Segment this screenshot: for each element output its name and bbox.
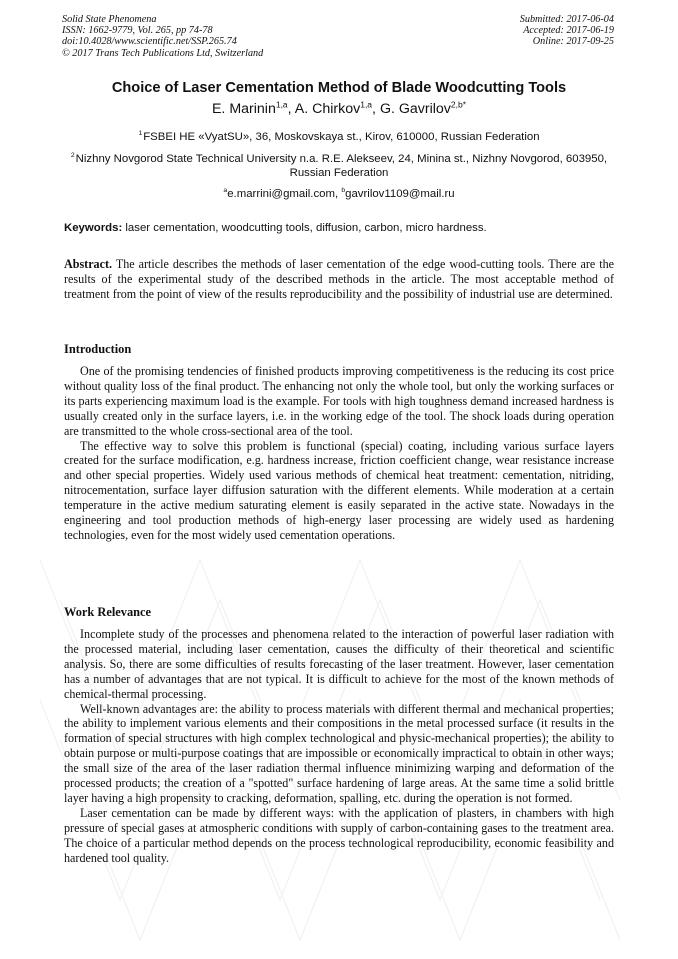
paragraph: Laser cementation can be made by different ways: with the application of plasters, in chambers with high pressure of special gases at atmospheric conditions with supply of carbon-containing gases to the treatment area. The choice of a particular method depends on the process technological reproducibility, economic feasibility and hardened tool quality. — [64, 805, 614, 865]
journal-copyright: © 2017 Trans Tech Publications Ltd, Switzerland — [62, 47, 264, 59]
section-introduction — [64, 364, 614, 543]
section-heading-introduction: Introduction — [64, 342, 132, 356]
author-list — [0, 101, 678, 117]
abstract-text: The article describes the methods of laser cementation of the edge wood-cutting tools. There are the results of the experimental study of the described methods in the article. The most acceptable method of treatment from the point of view of the results reproducibility and the possibility of industrial use are determined. — [64, 257, 614, 301]
journal-name: Solid State Phenomena — [62, 14, 157, 25]
author-name: E. Marinin — [211, 101, 276, 117]
email-mark: a — [223, 187, 228, 195]
journal-issn: ISSN: 1662-9779, Vol. 265, pp 74-78 — [62, 25, 213, 37]
affiliation-mark: 1 — [138, 130, 143, 138]
section-heading-work-relevance: Work Relevance — [64, 605, 152, 619]
keywords-text: laser cementation, woodcutting tools, diffusion, carbon, micro hardness. — [122, 222, 487, 234]
abstract-label: Abstract. — [64, 257, 113, 271]
keywords-label: Keywords: — [64, 222, 123, 234]
affiliation-mark: 2 — [70, 152, 75, 160]
author-affiliation-mark: 1,a — [275, 99, 288, 110]
email-mark: b — [341, 187, 346, 195]
paragraph: Incomplete study of the processes and phenomena related to the interaction of powerful laser radiation with the processed material, including laser cementation, causes the difficulty of their theoretical and scientific analysis. So, there are some difficulties of results forecasting of the laser treatment. However, laser cementation has a number of advantages that are not typical. It is difficult to achieve for the most of the known methods of chemical-thermal processing. — [64, 627, 614, 701]
paper-title: Choice of Laser Cementation Method of Blade Woodcutting Tools — [111, 80, 567, 96]
author-separator: , — [372, 101, 380, 117]
section-work-relevance — [64, 627, 614, 866]
submitted-date: Submitted: 2017-06-04 — [519, 14, 614, 25]
submission-dates — [520, 14, 614, 48]
affiliation-text: FSBEI HE «VyatSU», 36, Moskovskaya st., Kirov, 610000, Russian Federation — [143, 131, 540, 143]
author-affiliation-mark: 2,b* — [450, 99, 467, 110]
author-emails — [0, 188, 678, 200]
online-date: Online: 2017-09-25 — [532, 36, 614, 48]
paragraph: One of the promising tendencies of finished products improving competitiveness is the reducing its cost price without quality loss of the final product. The enhancing not only the whole tool, but only the working surfaces or its parts experiencing maximum load is the example. For tools with high toughness demand increased hardness is usually created only in the surface layers, i.e. in the working edge of the tool. The shock loads during operation are transmitted to the whole cross-sectional area of the tool. — [64, 364, 614, 438]
journal-doi: doi:10.4028/www.scientific.net/SSP.265.74 — [62, 36, 237, 48]
email-address[interactable]: e.marrini@gmail.com, — [227, 188, 342, 200]
author-name: A. Chirkov — [294, 101, 361, 117]
email-address[interactable]: gavrilov1109@mail.ru — [345, 188, 455, 200]
abstract — [64, 257, 614, 302]
affiliation-1 — [62, 130, 616, 144]
paragraph: The effective way to solve this problem is functional (special) coating, including various surface layers created for the surface modification, e.g. hardness increase, friction coefficient change, wear resistance increase and other special properties. Widely used various methods of chemical heat treatment: cementation, nitriding, nitrocementation, surface layer diffusion saturation with the different elements. While moderation at a certain temperature in the active medium saturating element is easily separated in the active state. Nowadays in the engineering and tool production methods of high-energy laser processing are widely used as hardening technologies, even for the most widely used cementation operations. — [64, 438, 614, 542]
paragraph: Well-known advantages are: the ability to process materials with different thermal and mechanical properties; the ability to implement various elements and their compositions in the metal processed surface (it results in the formation of special structures with high complex technological and physic-mechanical properties); the ability to obtain purpose or multi-purpose coatings that are impossible or economically impractical to obtain in other ways; the small size of the area of the laser radiation thermal influence minimizing warping and deformation of the processed products; the creation of a "spotted" surface hardening of large areas. At the same time a solid brittle layer having a high propensity to cracking, deformation, spalling, etc. during the operation is not formed. — [64, 701, 614, 805]
affiliation-2 — [62, 152, 616, 180]
accepted-date: Accepted: 2017-06-19 — [523, 25, 614, 37]
keywords — [64, 222, 616, 234]
journal-info — [62, 14, 263, 59]
affiliation-text: Nizhny Novgorod State Technical University n.a. R.E. Alekseev, 24, Minina st., Nizhny Novgorod, 603950, Russian Federation — [75, 153, 608, 179]
author-affiliation-mark: 1,a — [360, 99, 373, 110]
author-name: G. Gavrilov — [379, 101, 451, 117]
author-separator: , — [287, 101, 295, 117]
